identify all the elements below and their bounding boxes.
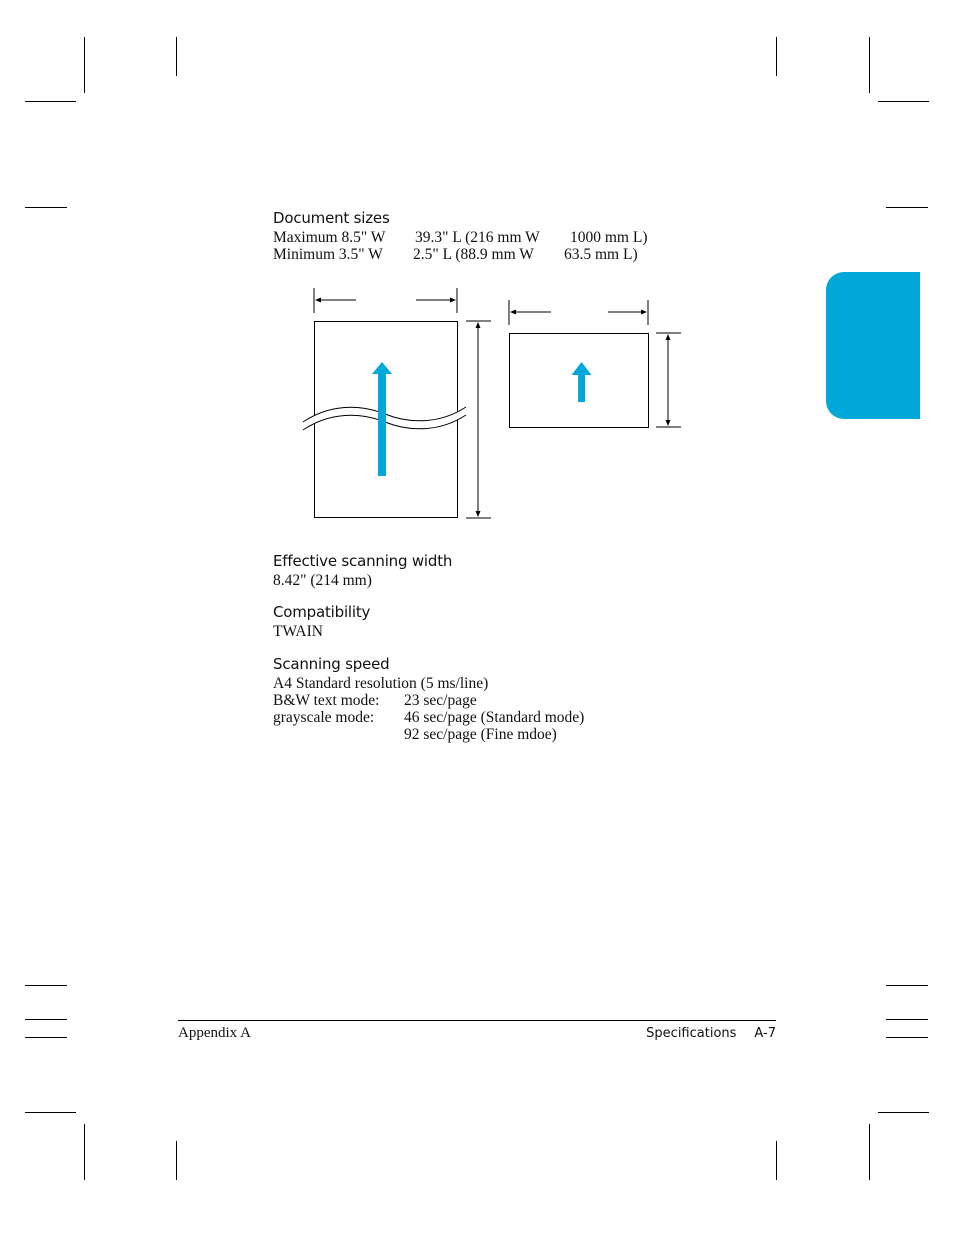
page-number: A-7 [754,1026,776,1041]
footer-appendix: Appendix A [178,1025,251,1041]
scanning-speed-heading: Scanning speed [273,655,390,673]
max-length-dimension [466,321,491,518]
compatibility-value: TWAIN [273,623,323,640]
max-size-metric-length: 1000 mm L) [570,229,648,246]
footer-rule [178,1020,776,1021]
footer-section-title: Specifications [646,1026,737,1041]
min-length-dimension [656,333,681,427]
min-width-dimension [509,300,648,325]
scanning-resolution: A4 Standard resolution (5 ms/line) [273,675,489,692]
grayscale-fine-value: 92 sec/page (Fine mdoe) [404,726,557,743]
document-sizes-heading: Document sizes [273,209,390,227]
grayscale-mode-label: grayscale mode: [273,709,375,726]
bw-mode-value: 23 sec/page [404,692,477,709]
bw-mode-label: B&W text mode: [273,692,380,709]
max-width-dimension [314,288,457,313]
footer-section [646,1026,776,1041]
scanning-width-value: 8.42" (214 mm) [273,572,372,589]
grayscale-standard-value: 46 sec/page (Standard mode) [404,709,585,726]
max-size-label: Maximum 8.5" W [273,229,386,246]
compatibility-heading: Compatibility [273,603,371,621]
scanning-width-heading: Effective scanning width [273,552,453,570]
min-size-length: 2.5" L (88.9 mm W [413,246,534,263]
min-size-metric-length: 63.5 mm L) [564,246,638,263]
min-size-label: Minimum 3.5" W [273,246,383,263]
max-size-length: 39.3" L (216 mm W [415,229,540,246]
